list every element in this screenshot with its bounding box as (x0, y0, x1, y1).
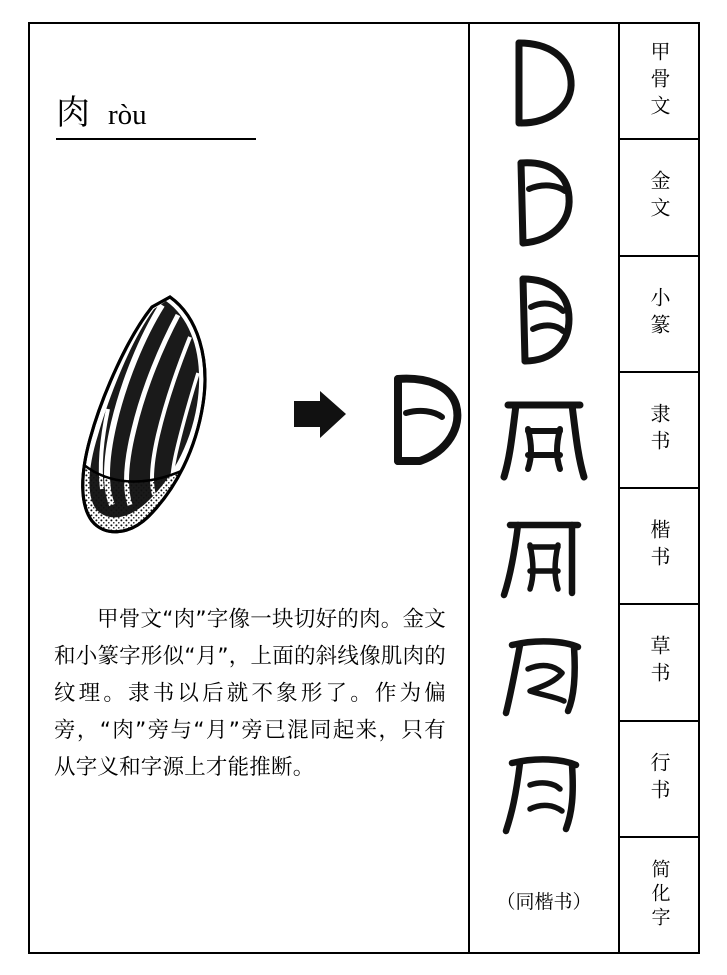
right-arrow (290, 389, 350, 441)
style-label-running (620, 722, 698, 838)
style-label-oracle-bone (620, 24, 698, 140)
headword-block (56, 93, 256, 140)
style-label-simplified (620, 838, 698, 952)
style-label-text: 甲骨文 (647, 40, 671, 122)
headword-character: 肉 (56, 93, 90, 133)
style-label-text: 楷书 (647, 519, 671, 574)
style-label-bronze (620, 140, 698, 256)
evolution-note: （同楷书） (496, 891, 592, 913)
illustration-area (50, 274, 450, 564)
evolution-glyph-regular (470, 496, 618, 614)
entry-main-pane (30, 24, 470, 952)
style-label-text: 金文 (647, 170, 671, 225)
evolution-glyph-bronze (470, 142, 618, 260)
evolution-column (470, 24, 620, 952)
style-label-regular (620, 489, 698, 605)
style-label-cursive (620, 605, 698, 721)
entry-card (28, 22, 700, 954)
explanation-text: 甲骨文“肉”字像一块切好的肉。金文和小篆字形似“月”，上面的斜线像肌肉的纹理。隶书以后就不象形了。作为偏旁，“肉”旁与“月”旁已混同起来，只有从字义和字源上才能推断。 (54, 607, 446, 780)
evolution-glyph-oracle-bone (470, 24, 618, 142)
headword-pinyin: ròu (108, 99, 147, 131)
evolution-glyph-seal (470, 260, 618, 378)
evolution-glyph-running (470, 732, 618, 850)
sliced-meat-drawing (70, 289, 230, 539)
style-label-column (620, 24, 698, 952)
style-label-clerical (620, 373, 698, 489)
style-label-text: 行书 (647, 751, 671, 806)
style-label-text: 隶书 (647, 402, 671, 457)
style-label-text: 小篆 (647, 286, 671, 341)
style-label-text: 简化字 (648, 858, 671, 931)
evolution-glyph-clerical (470, 378, 618, 496)
evolution-glyph-cursive (470, 614, 618, 732)
style-label-text: 草书 (647, 635, 671, 690)
style-label-seal (620, 257, 698, 373)
seal-script-rou-large (380, 369, 470, 469)
